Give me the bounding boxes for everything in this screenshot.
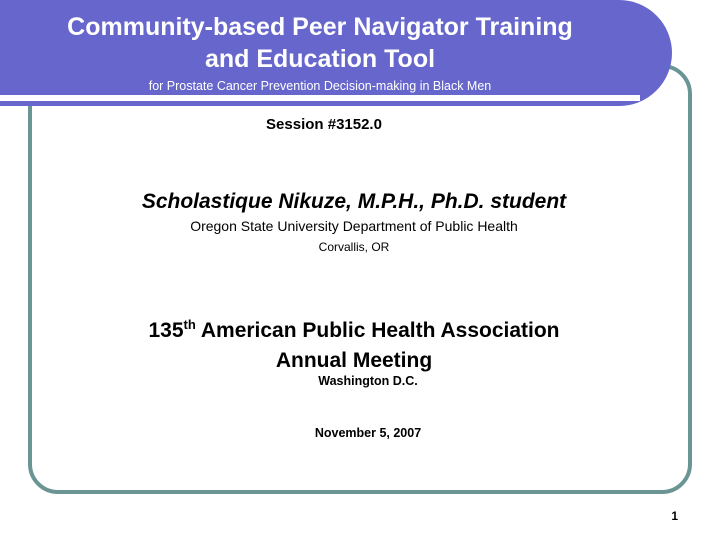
conference-title-line-2: Annual Meeting bbox=[275, 349, 433, 372]
conference-date: November 5, 2007 bbox=[314, 426, 422, 440]
presenter-name: Scholastique Nikuze, M.P.H., Ph.D. student bbox=[141, 190, 567, 213]
conference-location: Washington D.C. bbox=[318, 374, 418, 388]
title-line-1: Community-based Peer Navigator Training bbox=[67, 13, 573, 41]
conference-title-line-1 bbox=[0, 316, 708, 346]
presenter-affiliation: Oregon State University Department of Public Health bbox=[190, 218, 518, 234]
slide-title bbox=[0, 11, 640, 75]
conference-title bbox=[0, 316, 708, 376]
slide-number: 1 bbox=[671, 509, 678, 523]
conference-ordinal-suffix: th bbox=[183, 317, 196, 332]
slide-subtitle: for Prostate Cancer Prevention Decision-making in Black Men bbox=[148, 79, 492, 93]
conference-number: 135 bbox=[148, 319, 184, 342]
title-banner bbox=[0, 0, 672, 106]
session-number: Session #3152.0 bbox=[266, 116, 382, 133]
conference-name: American Public Health Association bbox=[195, 319, 560, 342]
presenter-city: Corvallis, OR bbox=[318, 240, 390, 254]
title-divider bbox=[0, 95, 640, 101]
title-line-2: and Education Tool bbox=[204, 45, 436, 73]
